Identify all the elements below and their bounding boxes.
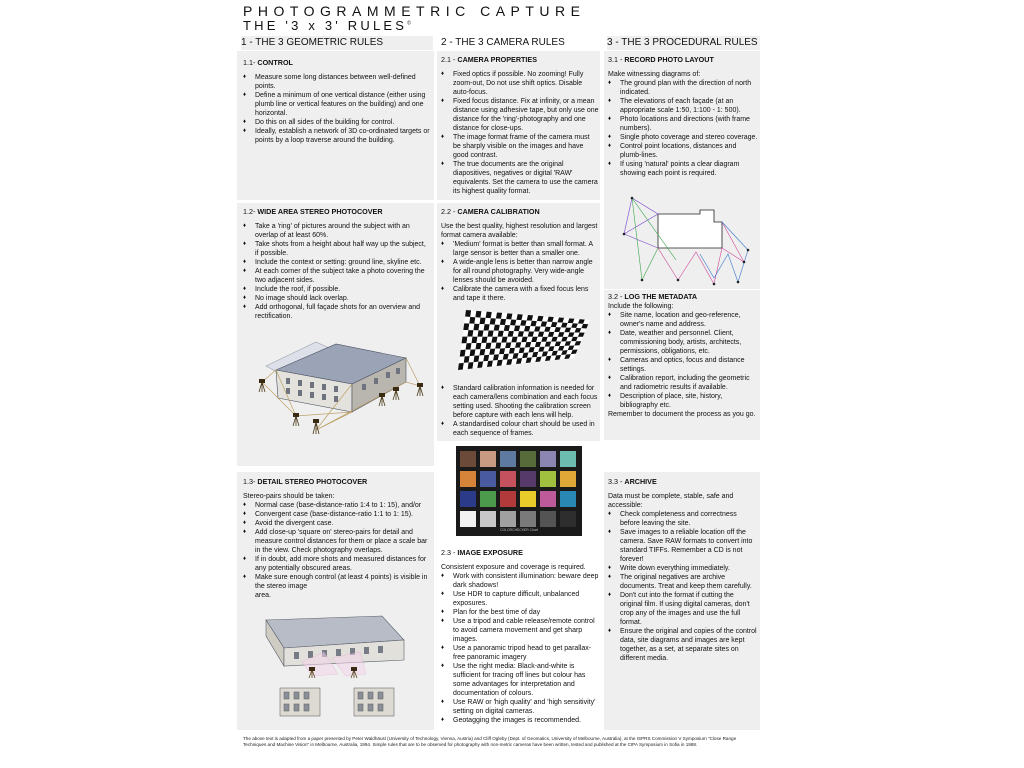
- checker-square: [468, 324, 474, 331]
- checker-square: [473, 324, 479, 331]
- section-2-2-continued: [441, 384, 599, 438]
- section-3-1-heading: 3.1 - RECORD PHOTO LAYOUT: [608, 55, 714, 64]
- list-item: ♦ The true documents are the original diapositives, negatives or digital 'RAW' equivalents. Set the camera to use the camera its highest quality format.: [441, 160, 599, 196]
- checker-square: [469, 317, 475, 324]
- copyright-mark: ©: [407, 20, 411, 27]
- section-3-3-intro: Data must be complete, stable, safe and accessible:: [608, 493, 734, 509]
- list-item: ♦ Use RAW or 'high quality' and 'high sensitivity' setting on digital cameras.: [441, 698, 599, 716]
- list-item: ♦ Write down everything immediately.: [608, 564, 758, 573]
- section-2-1-list: [441, 70, 599, 196]
- list-item: ♦ At each corner of the subject take a photo covering the two adjacent sides.: [243, 267, 431, 285]
- list-item: ♦ Save images to a reliable location off the camera. Save RAW formats to convert into standard TIFFs. Remember a CD is not forever!: [608, 528, 758, 564]
- poster-subtitle: [243, 18, 411, 33]
- colour-patch: [560, 471, 576, 487]
- section-1-1-list: [243, 73, 431, 145]
- checker-square: [463, 323, 469, 330]
- list-item: ♦ A wide-angle lens is better than narrow angle for all round photography. Very wide-angle lenses should be avoided.: [441, 258, 599, 285]
- checker-square: [464, 317, 470, 324]
- checker-square: [474, 317, 480, 324]
- list-item: ♦ Use a panoramic tripod head to get parallax-free panoramic imagery: [441, 644, 599, 662]
- list-item: ♦ Check completeness and correctness before leaving the site.: [608, 510, 758, 528]
- section-1-3-heading: 1.3- DETAIL STEREO PHOTOCOVER: [243, 477, 368, 486]
- subtitle-text: THE '3 x 3' RULES: [243, 18, 408, 33]
- colour-patch: [520, 511, 536, 527]
- section-2-2-intro: Use the best quality, highest resolution and largest format camera available:: [441, 223, 598, 239]
- colour-patch: [500, 511, 516, 527]
- checker-square: [472, 330, 478, 336]
- list-item: ♦ Ensure the original and copies of the control data, site diagrams and images are kept together, as a set, at separate sites on different media.: [608, 627, 758, 663]
- checker-square: [460, 350, 466, 357]
- section-2-1: [441, 55, 599, 196]
- list-item: ♦ If in doubt, add more shots and measured distances for any potentially obscured areas.: [243, 555, 433, 573]
- section-2-3: [441, 548, 599, 725]
- calibration-checkerboard: [458, 308, 590, 370]
- section-2-2-list: [441, 240, 599, 303]
- section-2-2-heading: 2.2 - CAMERA CALIBRATION: [441, 207, 540, 216]
- section-2-3-heading: 2.3 - IMAGE EXPOSURE: [441, 548, 523, 557]
- colour-chart-caption: COLORCHECKER Chart: [500, 528, 538, 532]
- checker-square: [467, 330, 473, 337]
- section-3-2-intro: Include the following:: [608, 303, 674, 310]
- checker-square: [470, 310, 476, 317]
- checker-square: [477, 337, 483, 343]
- checker-square: [485, 318, 491, 324]
- checker-square: [475, 311, 481, 318]
- colour-patch: [540, 451, 556, 467]
- list-item: ♦ Add orthogonal, full façade shots for an overview and rectification.: [243, 303, 431, 321]
- colour-patch: [460, 491, 476, 507]
- list-item: ♦ Take shots from a height about half way up the subject, if possible.: [243, 240, 431, 258]
- list-item: ♦ Include the roof, if possible.: [243, 285, 431, 294]
- colour-patch: [500, 491, 516, 507]
- section-2-2: [441, 207, 599, 303]
- colour-patch: [500, 471, 516, 487]
- colour-patch: [520, 451, 536, 467]
- list-item: ♦ Date, weather and personnel. Client, commissioning body, artists, architects, permissions, obligations, etc.: [608, 329, 758, 356]
- checker-square: [467, 337, 473, 344]
- colour-patch: [480, 471, 496, 487]
- stereo-pair-left: [280, 688, 320, 716]
- section-3-1-intro: Make witnessing diagrams of:: [608, 71, 701, 78]
- source-footnote: The above text is adapted from a paper presented by Peter Waldhäusl (University of Technology, Vienna, Austria) and Cliff Ogleby (Dept. of Geomatics, University of Melbourne, Australia), at the ISPRS Commission V Symposium "Close Range Techniques and Machine Vision" in Melbourne, Australia, 1994. Simple rules that are to be observed for photography with non-metric cameras have been written, tested and published at the CIPA Symposium in Sofia in 1988.: [243, 736, 737, 747]
- list-item: ♦ Single photo coverage and stereo coverage.: [608, 133, 758, 142]
- section-3-2-list: [608, 311, 758, 410]
- list-item: ♦ Geotagging the images is recommended.: [441, 716, 599, 725]
- list-item: ♦ Calibration report, including the geometric and radiometric results if available.: [608, 374, 758, 392]
- list-item: ♦ Make sure enough control (at least 4 points) is visible in the stereo image: [243, 573, 433, 591]
- colour-patch: [460, 511, 476, 527]
- column-heading-procedural: 3 - THE 3 PROCEDURAL RULES: [607, 36, 760, 50]
- colour-patch: [540, 471, 556, 487]
- colour-checker-chart: [456, 446, 582, 536]
- list-item: ♦ Site name, location and geo-reference, owner's name and address.: [608, 311, 758, 329]
- list-item: ♦ Measure some long distances between well-defined points.: [243, 73, 431, 91]
- section-3-2-outro: Remember to document the process as you go.: [608, 411, 756, 418]
- checker-square: [480, 318, 486, 325]
- colour-patch: [480, 511, 496, 527]
- list-item: ♦ The ground plan with the direction of north indicated.: [608, 79, 758, 97]
- list-item: ♦ 'Medium' format is better than small format. A large sensor is better than a smaller one.: [441, 240, 599, 258]
- section-1-1-heading: 1.1- CONTROL: [243, 58, 293, 67]
- checker-square: [484, 324, 490, 330]
- column-heading-camera: 2 - THE 3 CAMERA RULES: [441, 37, 565, 48]
- checker-square: [466, 343, 472, 350]
- section-3-2: [608, 292, 758, 419]
- section-1-1: [243, 58, 431, 145]
- section-3-3-heading: 3.3 - ARCHIVE: [608, 477, 657, 486]
- list-item: ♦ Plan for the best time of day: [441, 608, 599, 617]
- colour-patch: [560, 511, 576, 527]
- checker-square: [478, 330, 484, 336]
- colour-patch: [460, 451, 476, 467]
- list-item: ♦ Don't cut into the format if cutting the original film. If using digital cameras, don't crop any of the images and use the full format.: [608, 591, 758, 627]
- list-item: ♦ Control point locations, distances and plumb-lines.: [608, 142, 758, 160]
- list-item: ♦ Use HDR to capture difficult, unbalanced exposures.: [441, 590, 599, 608]
- section-3-1-list: [608, 79, 758, 178]
- list-item: ♦ Avoid the divergent case.: [243, 519, 433, 528]
- section-2-3-list: [441, 572, 599, 725]
- list-item: ♦ Standard calibration information is needed for each camera/lens combination and each focus setting used. Shooting the calibration screen before capture with each lens will help.: [441, 384, 599, 420]
- detail-photocover-illustration: [254, 612, 426, 726]
- list-item: ♦ Fixed focus distance. Fix at infinity, or a mean distance using adhesive tape, but only use one distance for the 'ring'-photography and one distance for close-ups.: [441, 97, 599, 133]
- section-1-3-outro: area.: [255, 592, 271, 599]
- section-3-1: [608, 55, 758, 178]
- section-3-3: [608, 477, 758, 663]
- column-heading-geometric: 1 - THE 3 GEOMETRIC RULES: [241, 36, 433, 50]
- checker-square: [479, 324, 485, 330]
- section-1-3-intro: Stereo-pairs should be taken:: [243, 493, 335, 500]
- checker-square: [458, 363, 464, 370]
- list-item: ♦ Add close-up 'square on' stereo-pairs for detail and measure control distances for them or place a scale bar in the view. Check photography overlaps.: [243, 528, 433, 555]
- stereo-pair-right: [354, 688, 394, 716]
- wide-area-photocover-illustration: [256, 326, 428, 438]
- section-1-2-list: [243, 222, 431, 321]
- list-item: ♦ Do this on all sides of the building for control.: [243, 118, 431, 127]
- list-item: ♦ Photo locations and directions (with frame numbers).: [608, 115, 758, 133]
- list-item: ♦ A standardised colour chart should be used in each sequence of frames.: [441, 420, 599, 438]
- list-item: ♦ The original negatives are archive documents. Treat and keep them carefully.: [608, 573, 758, 591]
- colour-patch: [560, 491, 576, 507]
- colour-patch: [540, 491, 556, 507]
- colour-patch: [500, 451, 516, 467]
- checker-square: [471, 343, 477, 350]
- list-item: ♦ Cameras and optics, focus and distance settings.: [608, 356, 758, 374]
- checker-square: [491, 312, 497, 318]
- colour-patch: [480, 491, 496, 507]
- colour-patch: [480, 451, 496, 467]
- list-item: ♦ Work with consistent illumination: beware deep dark shadows!: [441, 572, 599, 590]
- list-item: ♦ Ideally, establish a network of 3D co-ordinated targets or points by a loop traverse around the building.: [243, 127, 431, 145]
- list-item: ♦ Convergent case (base-distance-ratio 1:1 to 1: 15).: [243, 510, 433, 519]
- section-1-2: [243, 207, 431, 321]
- section-3-2-heading: 3.2 - LOG THE METADATA: [608, 292, 698, 301]
- list-item: ♦ Description of place, site, history, bibliography etc.: [608, 392, 758, 410]
- checker-square: [464, 356, 470, 363]
- checker-square: [462, 337, 468, 344]
- section-2-1-heading: 2.1 - CAMERA PROPERTIES: [441, 55, 537, 64]
- photo-layout-diagram: [618, 192, 752, 288]
- checker-square: [486, 312, 492, 319]
- list-item: ♦ Define a minimum of one vertical distance (either using plumb line or vertical features on the building) and one horizontal.: [243, 91, 431, 118]
- section-1-2-heading: 1.2- WIDE AREA STEREO PHOTOCOVER: [243, 207, 383, 216]
- list-item: ♦ The image format frame of the camera must be sharply visible on the images and have good contrast.: [441, 133, 599, 160]
- section-1-3: [243, 477, 433, 600]
- colour-patch: [520, 471, 536, 487]
- section-2-2-list-2: [441, 384, 599, 438]
- checker-square: [465, 310, 471, 317]
- list-item: ♦ Normal case (base-distance-ratio 1:4 to 1: 15), and/or: [243, 501, 433, 510]
- list-item: ♦ Use a tripod and cable release/remote control to avoid camera movement and get sharp images.: [441, 617, 599, 644]
- colour-patch: [520, 491, 536, 507]
- list-item: ♦ The elevations of each façade (at an appropriate scale 1:50, 1:100 - 1: 500).: [608, 97, 758, 115]
- colour-patch: [460, 471, 476, 487]
- list-item: ♦ Use the right media: Black-and-white is sufficient for tracing off lines but colour has some advantages for interpretation and documentation of colours.: [441, 662, 599, 698]
- checker-square: [472, 337, 478, 343]
- section-1-3-list: [243, 501, 433, 591]
- list-item: ♦ If using 'natural' points a clear diagram showing each point is required.: [608, 160, 758, 178]
- checker-square: [461, 343, 467, 350]
- checker-square: [462, 330, 468, 337]
- list-item: ♦ Fixed optics if possible. No zooming! Fully zoom-out, Do not use shift optics. Disable auto-focus.: [441, 70, 599, 97]
- colour-patch: [560, 451, 576, 467]
- checker-square: [483, 330, 489, 336]
- colour-patch: [540, 511, 556, 527]
- checker-square: [459, 356, 465, 363]
- poster-title: PHOTOGRAMMETRIC CAPTURE: [243, 3, 586, 19]
- checker-square: [465, 350, 471, 357]
- list-item: ♦ Calibrate the camera with a fixed focus lens and tape it there.: [441, 285, 599, 303]
- list-item: ♦ Include the context or setting: ground line, skyline etc.: [243, 258, 431, 267]
- list-item: ♦ Take a 'ring' of pictures around the subject with an overlap of at least 60%.: [243, 222, 431, 240]
- checker-square: [481, 311, 487, 318]
- section-3-3-list: [608, 510, 758, 663]
- section-2-3-intro: Consistent exposure and coverage is required.: [441, 564, 586, 571]
- list-item: ♦ No image should lack overlap.: [243, 294, 431, 303]
